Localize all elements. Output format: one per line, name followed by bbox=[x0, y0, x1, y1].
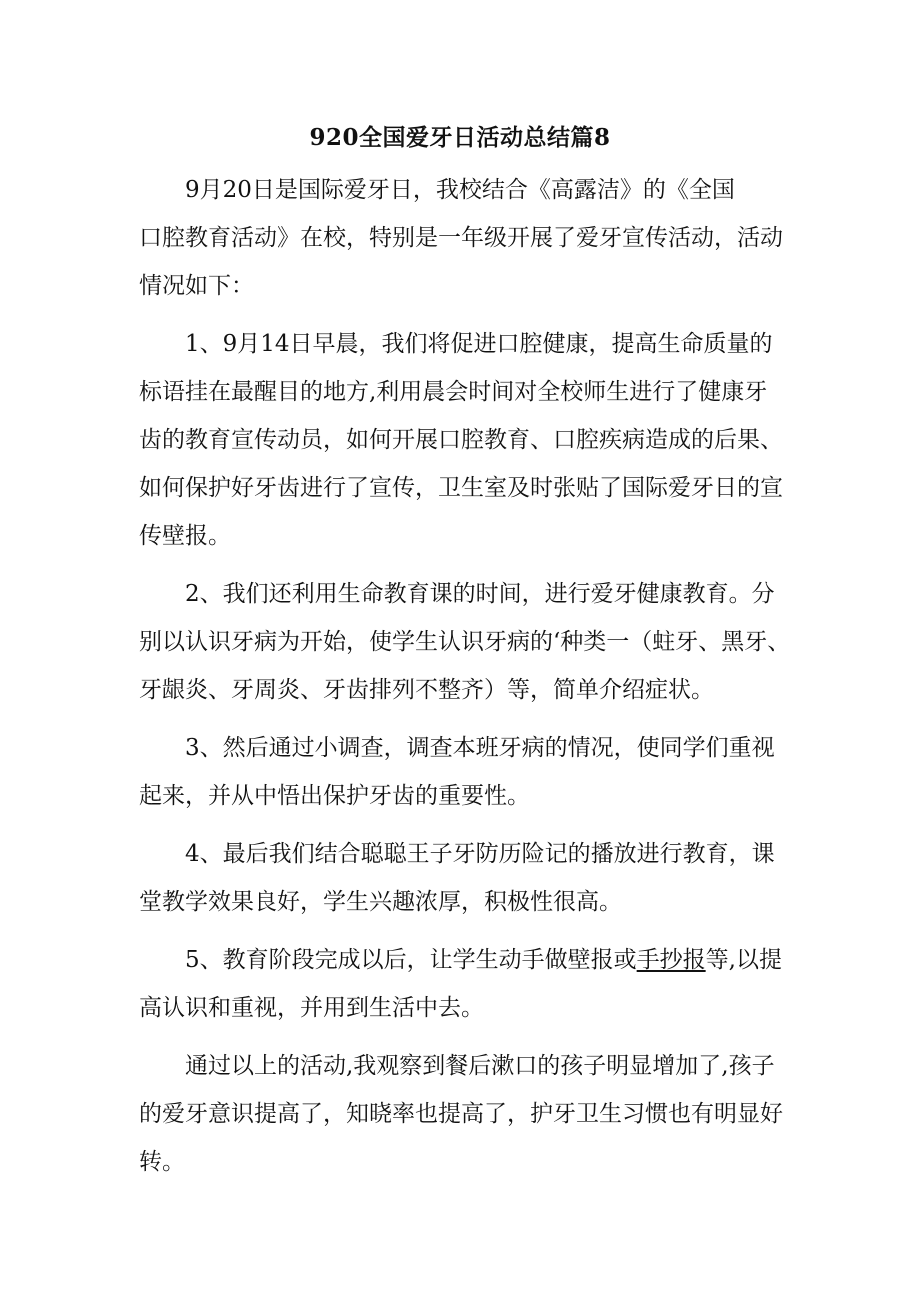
text-line: 3、然后通过小调查，调查本班牙病的情况，使同学们重视 bbox=[185, 735, 775, 761]
text-segment: 5、教育阶段完成以后，让学生动手做壁报或 bbox=[185, 947, 637, 973]
text-line: 的爱牙意识提高了，知晓率也提高了，护牙卫生习惯也有明显好 bbox=[139, 1101, 783, 1127]
paragraph-item-5 bbox=[139, 936, 793, 1032]
paragraph-item-1 bbox=[139, 320, 793, 560]
text-segment: 等,以提 bbox=[705, 947, 782, 973]
text-line: 通过以上的活动,我观察到餐后漱口的孩子明显增加了,孩子 bbox=[185, 1053, 775, 1079]
text-line: 2、我们还利用生命教育课的时间，进行爱牙健康教育。分 bbox=[185, 581, 775, 607]
text-line bbox=[139, 936, 793, 984]
text-line: 传壁报。 bbox=[139, 523, 231, 549]
text-line: 口腔教育活动》在校，特别是一年级开展了爱牙宣传活动，活动 bbox=[139, 225, 783, 251]
underlined-term: 手抄报 bbox=[636, 947, 706, 973]
text-line: 别以认识牙病为开始，使学生认识牙病的‘种类一（蛀牙、黑牙、 bbox=[139, 629, 791, 655]
text-line: 9月20日是国际爱牙日，我校结合《高露洁》的《全国 bbox=[185, 177, 735, 203]
paragraph-conclusion bbox=[139, 1042, 793, 1186]
text-line: 1、9月14日早晨，我们将促进口腔健康，提高生命质量的 bbox=[185, 331, 773, 357]
text-line: 牙龈炎、牙周炎、牙齿排列不整齐）等，简单介绍症状。 bbox=[139, 677, 714, 703]
text-line: 如何保护好牙齿进行了宣传，卫生室及时张贴了国际爱牙日的宣 bbox=[139, 475, 783, 501]
text-line: 标语挂在最醒目的地方,利用晨会时间对全校师生进行了健康牙 bbox=[139, 379, 768, 405]
text-line: 起来，并从中悟出保护牙齿的重要性。 bbox=[139, 783, 530, 809]
text-line: 高认识和重视，并用到生活中去。 bbox=[139, 995, 484, 1021]
paragraph-item-2 bbox=[139, 570, 793, 714]
paragraph-item-3 bbox=[139, 724, 793, 820]
document-body bbox=[139, 166, 793, 1196]
text-line: 齿的教育宣传动员，如何开展口腔教育、口腔疾病造成的后果、 bbox=[139, 427, 783, 453]
text-line: 4、最后我们结合聪聪王子牙防历险记的播放进行教育，课 bbox=[185, 841, 775, 867]
document-title: 920全国爱牙日活动总结篇8 bbox=[309, 124, 611, 151]
paragraph-item-4 bbox=[139, 830, 793, 926]
text-line: 堂教学效果良好，学生兴趣浓厚，积极性很高。 bbox=[139, 889, 622, 915]
paragraph-intro bbox=[139, 166, 793, 310]
text-line: 转。 bbox=[139, 1149, 185, 1175]
text-line: 情况如下： bbox=[139, 273, 254, 299]
